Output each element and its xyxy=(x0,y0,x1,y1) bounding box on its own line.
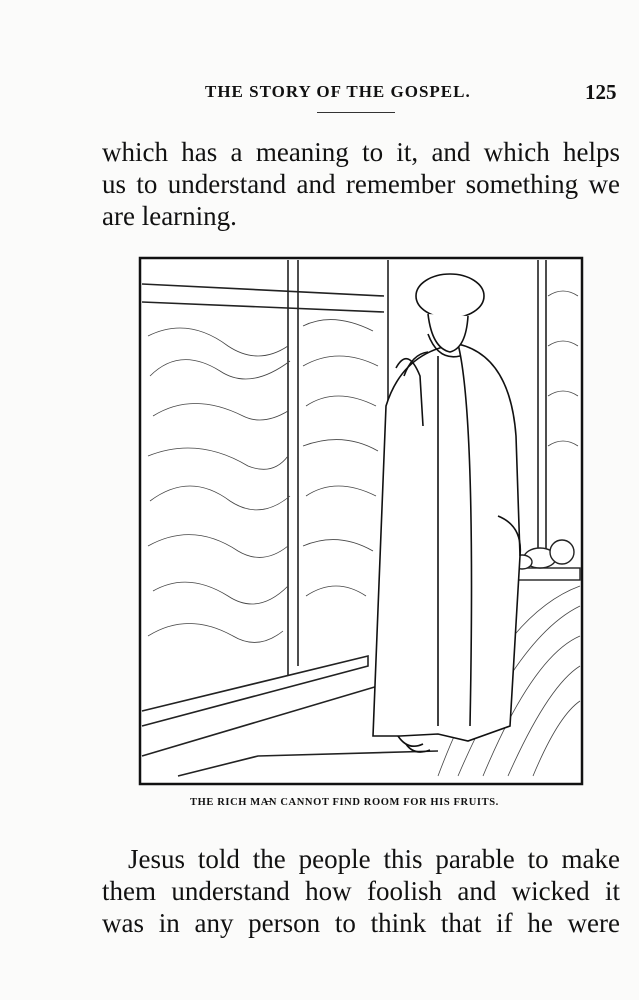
running-header: THE STORY OF THE GOSPEL. xyxy=(205,82,471,101)
text-line: us to understand and remember something we xyxy=(102,169,620,199)
paragraph-bottom xyxy=(102,843,620,939)
illustration-rich-man xyxy=(138,256,584,786)
text-line: them understand how foolish and wicked it xyxy=(102,876,620,906)
page-number: 125 xyxy=(585,80,617,104)
text-line: which has a meaning to it, and which helps xyxy=(102,137,620,167)
header-rule xyxy=(317,112,395,113)
text-line: Jesus told the people this parable to make xyxy=(128,844,620,874)
text-line: was in any person to think that if he were xyxy=(102,908,620,938)
illustration-caption: THE RICH MA̶N CANNOT FIND ROOM FOR HIS FRUITS. xyxy=(190,797,499,808)
text-line: are learning. xyxy=(102,201,237,231)
paragraph-top xyxy=(102,136,620,232)
